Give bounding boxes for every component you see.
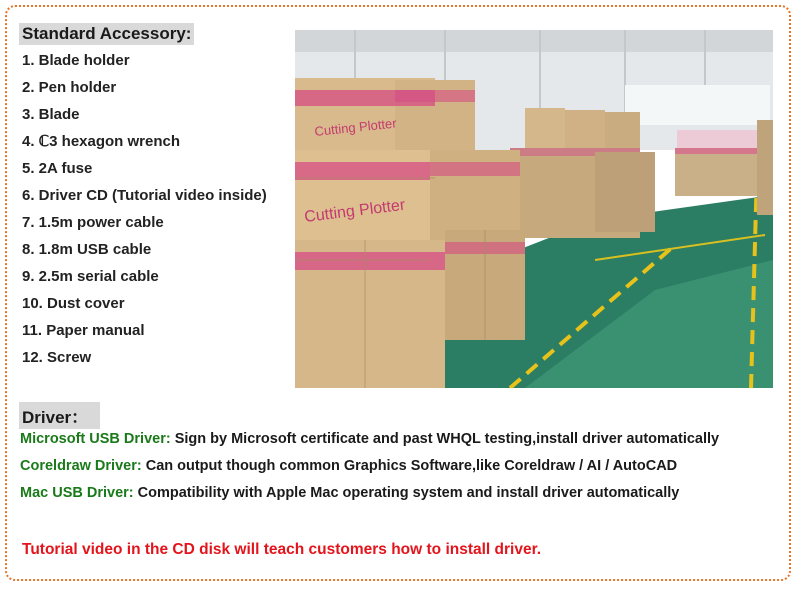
accessory-item: 6. Driver CD (Tutorial video inside) — [22, 187, 267, 204]
accessory-item: 10. Dust cover — [22, 295, 125, 312]
box-label: Cutting Plotter — [303, 196, 407, 226]
driver-heading: Driver： — [19, 402, 100, 429]
driver-item — [20, 484, 719, 511]
warehouse-photo — [295, 30, 773, 388]
accessory-item: 11. Paper manual — [22, 322, 145, 339]
accessory-item: 5. 2A fuse — [22, 160, 93, 177]
accessory-item: 4. ℂ3 hexagon wrench — [22, 133, 181, 150]
accessory-item: 7. 1.5m power cable — [22, 214, 164, 231]
accessory-item: 12. Screw — [22, 349, 92, 366]
driver-description: Can output though common Graphics Software,like Coreldraw / AI / AutoCAD — [141, 458, 678, 474]
accessory-item: 9. 2.5m serial cable — [22, 268, 159, 285]
driver-label: Coreldraw Driver: — [20, 458, 142, 474]
driver-label: Microsoft USB Driver: — [20, 431, 171, 447]
accessory-list — [22, 51, 267, 375]
driver-item — [20, 457, 719, 484]
driver-item — [20, 430, 719, 457]
accessory-item: 3. Blade — [22, 106, 80, 123]
box-label: Cutting Plotter — [313, 115, 398, 139]
tutorial-note: Tutorial video in the CD disk will teach customers how to install driver. — [22, 541, 542, 558]
driver-label: Mac USB Driver: — [20, 485, 134, 501]
driver-description: Compatibility with Apple Mac operating system and install driver automatically — [133, 485, 680, 501]
driver-list — [20, 430, 719, 511]
accessory-item: 2. Pen holder — [22, 79, 117, 96]
driver-description: Sign by Microsoft certificate and past WHQL testing,install driver automatically — [170, 431, 720, 447]
accessory-item: 8. 1.8m USB cable — [22, 241, 152, 258]
accessory-item: 1. Blade holder — [22, 52, 130, 69]
accessory-heading: Standard Accessory: — [19, 23, 194, 45]
